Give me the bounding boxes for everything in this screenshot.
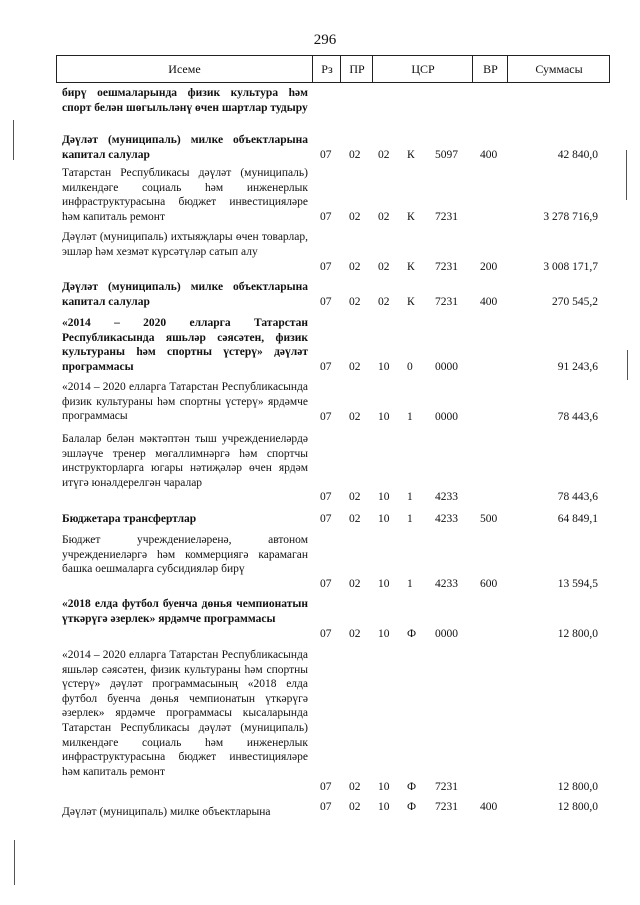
row-csr1: 10 — [378, 578, 390, 590]
row-vr: 500 — [480, 513, 498, 525]
row-csr3: 5097 — [435, 149, 458, 161]
row-csr2: 1 — [407, 578, 413, 590]
row-sum: 12 800,0 — [557, 628, 598, 640]
row-sum: 12 800,0 — [557, 781, 598, 793]
row-rz: 07 — [320, 801, 332, 813]
row-csr1: 10 — [378, 361, 390, 373]
row-csr2: К — [407, 261, 415, 273]
scan-edge-mark — [627, 350, 628, 380]
row-sum: 13 594,5 — [557, 578, 598, 590]
row-sum: 12 800,0 — [557, 801, 598, 813]
header-name: Исеме — [168, 62, 201, 76]
row-pr: 02 — [349, 361, 361, 373]
row-csr1: 02 — [378, 149, 390, 161]
row-pr: 02 — [349, 628, 361, 640]
row-csr2: К — [407, 296, 415, 308]
row-csr1: 02 — [378, 211, 390, 223]
row-rz: 07 — [320, 149, 332, 161]
row-rz: 07 — [320, 628, 332, 640]
row-name: Балалар белән мәктәптән тыш учреждениеләрдә эшләүче тренер мөгаллимнәргә һәм спортчы инструкторларга югары нәтиҗәләр өчен ярдәм итүгә юнәлдерелгән чаралар — [62, 433, 308, 489]
row-csr2: Ф — [407, 628, 417, 640]
row-csr3: 4233 — [435, 578, 458, 590]
scan-edge-mark — [626, 150, 627, 200]
row-name: «2018 елда футбол буенча дөнья чемпионатын үткәрүгә әзерлек» ярдәмче программасы — [62, 598, 308, 625]
row-rz: 07 — [320, 361, 332, 373]
row-vr: 400 — [480, 296, 498, 308]
row-csr3: 4233 — [435, 513, 458, 525]
row-name: Дәүләт (муниципаль) ихтыяҗлары өчен товарлар, эшләр һәм хезмәт күрсәтүләр сатып алу — [62, 231, 308, 258]
row-sum: 64 849,1 — [557, 513, 598, 525]
row-csr1: 10 — [378, 801, 390, 813]
row-csr3: 7231 — [435, 296, 458, 308]
row-rz: 07 — [320, 296, 332, 308]
row-pr: 02 — [349, 149, 361, 161]
row-csr3: 0000 — [435, 411, 458, 423]
row-sum: 3 008 171,7 — [543, 261, 598, 273]
row-name: Дәүләт (муниципаль) милке объектларына капитал салулар — [62, 134, 308, 161]
row-csr3: 7231 — [435, 781, 458, 793]
row-name: Бюджет учреждениеләренә, автоном учреждениеләргә һәм коммерциягә карамаган башка оешмаларга субсидияләр бирү — [62, 534, 308, 576]
row-vr: 200 — [480, 261, 498, 273]
row-csr1: 10 — [378, 411, 390, 423]
row-pr: 02 — [349, 781, 361, 793]
row-pr: 02 — [349, 211, 361, 223]
row-rz: 07 — [320, 211, 332, 223]
row-csr3: 0000 — [435, 628, 458, 640]
table-header — [56, 55, 610, 83]
row-csr1: 02 — [378, 261, 390, 273]
row-csr2: 1 — [407, 411, 413, 423]
row-rz: 07 — [320, 781, 332, 793]
row-csr3: 0000 — [435, 361, 458, 373]
row-sum: 78 443,6 — [557, 491, 598, 503]
row-sum: 78 443,6 — [557, 411, 598, 423]
header-csr: ЦСР — [372, 56, 473, 82]
row-csr3: 7231 — [435, 801, 458, 813]
row-name: «2014 – 2020 елларга Татарстан Республикасында физик культураны һәм спортны үстерү» ярдәмче программасы — [62, 381, 308, 423]
row-csr3: 7231 — [435, 211, 458, 223]
row-vr: 400 — [480, 801, 498, 813]
row-sum: 270 545,2 — [552, 296, 598, 308]
row-csr3: 7231 — [435, 261, 458, 273]
row-pr: 02 — [349, 411, 361, 423]
row-csr1: 10 — [378, 781, 390, 793]
row-csr3: 4233 — [435, 491, 458, 503]
row-name: Бюджетара трансфертлар — [62, 513, 197, 525]
row-name: Дәүләт (муниципаль) милке объектларына капитал салулар — [62, 281, 308, 308]
row-csr1: 10 — [378, 628, 390, 640]
header-pr: ПР — [340, 56, 373, 82]
row-csr1: 10 — [378, 491, 390, 503]
row-pr: 02 — [349, 578, 361, 590]
row-rz: 07 — [320, 411, 332, 423]
row-rz: 07 — [320, 491, 332, 503]
row-sum: 91 243,6 — [557, 361, 598, 373]
row-pr: 02 — [349, 513, 361, 525]
row-csr1: 02 — [378, 296, 390, 308]
row-vr: 400 — [480, 149, 498, 161]
row-name: Татарстан Республикасы дәүләт (муниципаль) милкендәге социаль һәм инженерлык инфраструктурасына бюджет инвестицияләре һәм капиталь ремонт — [62, 167, 308, 223]
row-csr2: 1 — [407, 513, 413, 525]
row-csr2: К — [407, 149, 415, 161]
row-csr2: Ф — [407, 781, 417, 793]
row-csr1: 10 — [378, 513, 390, 525]
header-rz: Рз — [312, 56, 341, 82]
page-number: 296 — [313, 32, 337, 48]
row-name: бирү оешмаларында физик культура һәм спорт белән шөгыльләнү өчен шартлар тудыру — [62, 87, 308, 114]
row-csr2: Ф — [407, 801, 417, 813]
row-pr: 02 — [349, 261, 361, 273]
row-sum: 3 278 716,9 — [543, 211, 598, 223]
row-pr: 02 — [349, 296, 361, 308]
row-pr: 02 — [349, 491, 361, 503]
row-pr: 02 — [349, 801, 361, 813]
row-rz: 07 — [320, 578, 332, 590]
row-csr2: К — [407, 211, 415, 223]
scan-edge-mark — [13, 120, 14, 160]
header-vr: ВР — [472, 56, 508, 82]
row-csr2: 0 — [407, 361, 413, 373]
header-sum: Суммасы — [507, 56, 610, 82]
row-sum: 42 840,0 — [557, 149, 598, 161]
row-rz: 07 — [320, 261, 332, 273]
row-name: «2014 – 2020 елларга Татарстан Республикасында яшьләр сәясәтен, физик культураны һәм спортны үстерү» дәүләт программасы — [62, 317, 308, 373]
row-rz: 07 — [320, 513, 332, 525]
row-name: «2014 – 2020 елларга Татарстан Республикасында яшьләр сәясәтен, физик культураны һәм спортны үстерү» дәүләт программасының «2018 елда футбол буенча дөнья чемпионатын үткәрүгә әзерлек» ярдәмче программасы кысаларында Татарстан Республикасы дәүләт (муниципаль) милкендәге социаль һәм инженерлык инфраструктурасына бюджет инвестицияләре һәм капиталь ремонт — [62, 649, 308, 778]
row-csr2: 1 — [407, 491, 413, 503]
row-name: Дәүләт (муниципаль) милке объектларына — [62, 806, 271, 818]
scan-edge-mark — [14, 840, 15, 885]
row-vr: 600 — [480, 578, 498, 590]
